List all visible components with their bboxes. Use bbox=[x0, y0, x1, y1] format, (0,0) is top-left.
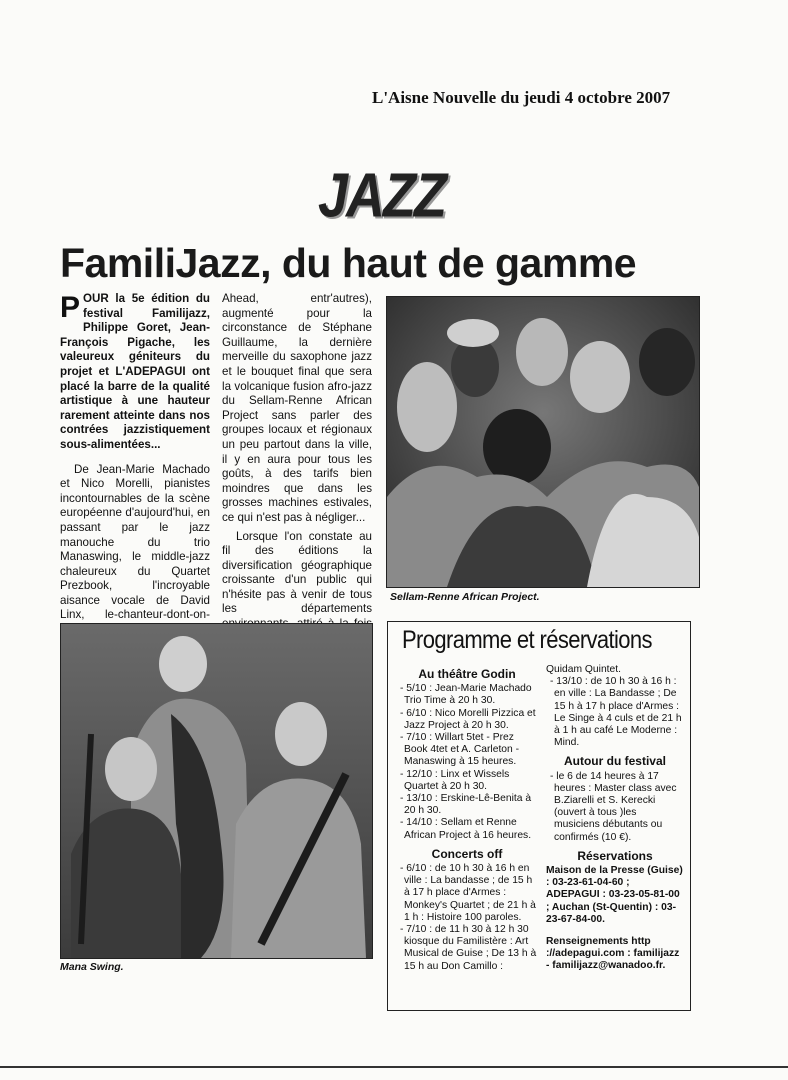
photo-african-project bbox=[386, 296, 700, 588]
programme-item: Quidam Quintet. bbox=[546, 664, 621, 675]
renseignements-label: Renseignements bbox=[546, 936, 629, 948]
programme-item: - 13/10 : de 10 h 30 à 16 h : en ville : La Bandasse ; De 15 h à 17 h place d'Armes : Le Singe à 4 culs et de 21 h à 1 h au café Le Moderne : Mind. bbox=[550, 676, 682, 749]
programme-item: - 5/10 : Jean-Marie Machado Trio Time à 20 h 30. bbox=[400, 683, 532, 707]
programme-item: - 13/10 : Erskine-Lê-Benita à 20 h 30. bbox=[400, 793, 532, 817]
scan-edge-line bbox=[0, 1066, 788, 1068]
article-lead bbox=[60, 292, 210, 453]
publication-date-line: L'Aisne Nouvelle du jeudi 4 octobre 2007 bbox=[372, 88, 671, 107]
article-paragraph: Ahead, entr'autres), augmenté pour la circonstance de Stéphane Guillaume, la dernière merveille du saxophone jazz et le bouquet final que sera la volcanique fusion afro-jazz du Sellam-Renne African Project sans parler des groupes locaux et régionaux un peu partout dans la ville, il y en aura pour tous les goûts, à des tarifs bien moindres que dans les grosses machines estivales, ce qui n'est pas à négliger... bbox=[222, 292, 372, 524]
programme-title: Programme et réservations bbox=[402, 626, 652, 654]
programme-item: - 14/10 : Sellam et Renne African Project à 16 heures. bbox=[400, 817, 532, 841]
reservations-text: Maison de la Presse (Guise) : 03-23-61-04-60 ; ADEPAGUI : 03-23-05-81-00 ; Auchan (St-Quentin) : 03-23-67-84-00. bbox=[546, 865, 683, 925]
article-paragraph: De Jean-Marie Machado et Nico Morelli, pianistes incontournables de la scène européenne d'aujourd'hui, en passant par le jazz manouche du trio Manaswing, le middle-jazz chaleureux du Quartet Prezbook, l'incroyable aisance vocale de David Linx, le-chanteur-dont-on- bbox=[60, 462, 210, 622]
renseignements bbox=[546, 936, 684, 973]
programme-item: - 6/10 : Nico Morelli Pizzica et Jazz Project à 20 h 30. bbox=[400, 707, 536, 731]
article-paragraph: Lorsque l'on constate au fil des éditions la diversification géographique croissante d'un public qui n'hésite pas à venir de tous les départements bbox=[222, 529, 372, 616]
programme-column-left bbox=[396, 662, 538, 973]
autour-heading: Autour du festival bbox=[563, 754, 666, 769]
article-headline: FamiliJazz, du haut de gamme bbox=[60, 240, 637, 286]
programme-item: - 6/10 : de 10 h 30 à 16 h en ville : La bandasse ; de 15 h à 17 h place d'Armes : Monkey's Quartet ; de 21 h à 1 h : Histoire 100 paroles. bbox=[400, 863, 536, 923]
article-lead-text: OUR la 5e édition du festival Familijazz, Philippe Goret, Jean-François Pigache, les valeureux géniteurs du projet et L'ADEPAGUI ont placé la barre de la qualité artistique à une hauteur rarement atteinte dans nos contrées jazzistiquement sous-alimentées... bbox=[60, 292, 210, 451]
programme-item: - 7/10 : de 11 h 30 à 12 h 30 kiosque du Familistère : Art Musical de Guise ; De 13 h à 15 h au Don Camillo : bbox=[400, 924, 537, 972]
programme-column-right bbox=[546, 664, 684, 973]
photo-mana-swing bbox=[60, 623, 373, 959]
venue-heading-godin: Au théâtre Godin bbox=[418, 667, 516, 681]
programme-item: - le 6 de 14 heures à 17 heures : Master class avec B.Ziarelli et S. Kerecki (ouvert à tous )les musiciens débutants ou confirmés (10 €). bbox=[550, 770, 677, 843]
programme-item: - 7/10 : Willart 5tet - Prez Book 4tet et A. Carleton - Manaswing à 15 heures. bbox=[400, 732, 520, 768]
drop-cap: P bbox=[60, 291, 81, 324]
section-label: JAZZ bbox=[318, 161, 445, 231]
programme-item: - 12/10 : Linx et Wissels Quartet à 20 h 30. bbox=[400, 768, 510, 792]
programme-box bbox=[387, 621, 691, 1011]
concerts-off-heading: Concerts off bbox=[431, 846, 503, 861]
reservations-heading: Réservations bbox=[577, 848, 653, 863]
photo-caption: Mana Swing. bbox=[60, 961, 124, 973]
photo-caption: Sellam-Renne African Project. bbox=[390, 591, 540, 603]
renseignements-text: http ://adepagui.com : familijazz - familijazz@wanadoo.fr. bbox=[546, 936, 680, 972]
